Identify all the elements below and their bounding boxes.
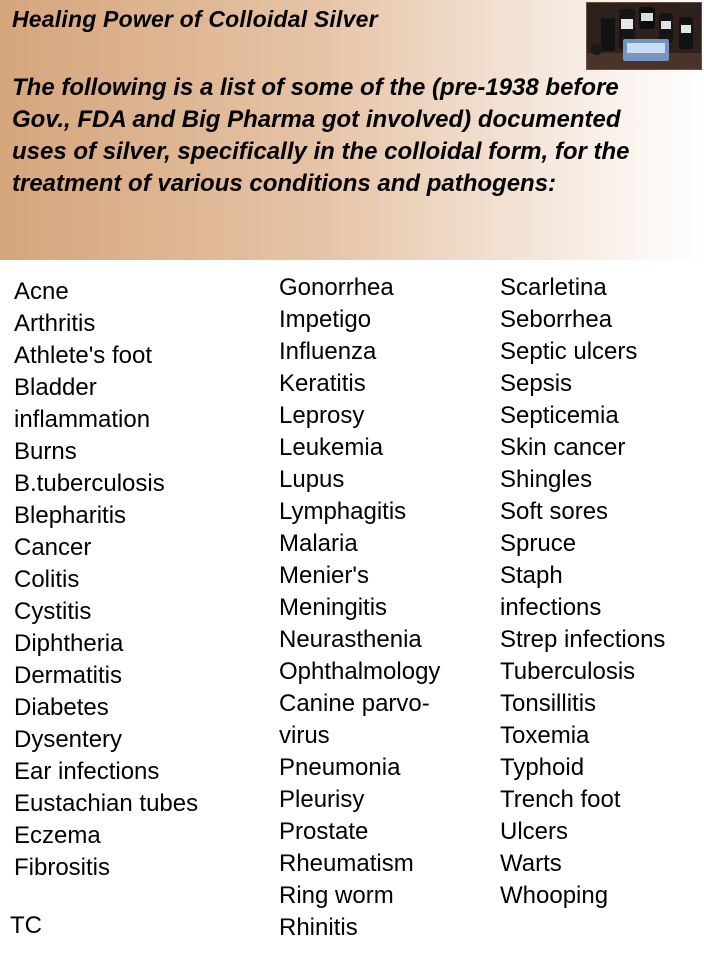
list-item: Athlete's foot — [14, 342, 152, 369]
silver-bottles-photo — [586, 2, 702, 70]
header-banner — [0, 0, 704, 260]
list-item: Diabetes — [14, 694, 109, 721]
list-item: Soft sores — [500, 498, 609, 525]
list-item: Septicemia — [500, 402, 619, 429]
list-item: Seborrhea — [500, 306, 613, 333]
list-item: Canine parvo- — [279, 690, 430, 717]
list-item: Lupus — [279, 466, 345, 493]
author-initials: TC — [10, 912, 42, 939]
list-item: inflammation — [14, 406, 151, 433]
list-item: Dysentery — [14, 726, 123, 753]
list-item: Toxemia — [500, 722, 590, 749]
list-item: Acne — [14, 278, 69, 305]
list-item: Ring worm — [279, 882, 394, 909]
list-item: Eczema — [14, 822, 101, 849]
list-item: Malaria — [279, 530, 358, 557]
list-item: virus — [279, 722, 330, 749]
list-item: Lymphagitis — [279, 498, 407, 525]
intro-text: The following is a list of some of the (pre-1938 before Gov., FDA and Big Pharma got involved) documented uses of silver, specifically in the colloidal form, for the treatment of various conditions and pathogens: — [12, 74, 630, 197]
list-item: Cancer — [14, 534, 92, 561]
list-item: Eustachian tubes — [14, 790, 199, 817]
list-item: Fibrositis — [14, 854, 111, 881]
list-item: Menier's — [279, 562, 369, 589]
list-item: B.tuberculosis — [14, 470, 165, 497]
list-item: Ear infections — [14, 758, 160, 785]
conditions-column-3 — [500, 272, 665, 912]
conditions-column-1 — [14, 276, 198, 884]
list-item: Skin cancer — [500, 434, 626, 461]
list-item: Rheumatism — [279, 850, 414, 877]
list-item: Burns — [14, 438, 77, 465]
list-item: Pleurisy — [279, 786, 365, 813]
list-item: Tuberculosis — [500, 658, 636, 685]
list-item: Ophthalmology — [279, 658, 441, 685]
list-item: Rhinitis — [279, 914, 358, 941]
list-item: Trench foot — [500, 786, 621, 813]
list-item: Scarletina — [500, 274, 607, 301]
list-item: Influenza — [279, 338, 377, 365]
list-item: Warts — [500, 850, 562, 877]
list-item: Meningitis — [279, 594, 388, 621]
list-item: Arthritis — [14, 310, 96, 337]
list-item: Leprosy — [279, 402, 365, 429]
list-item: Whooping — [500, 882, 609, 909]
list-item: Cystitis — [14, 598, 92, 625]
list-item: Leukemia — [279, 434, 384, 461]
list-item: Septic ulcers — [500, 338, 638, 365]
list-item: Spruce — [500, 530, 577, 557]
list-item: Diphtheria — [14, 630, 124, 657]
list-item: Blepharitis — [14, 502, 127, 529]
list-item: Impetigo — [279, 306, 372, 333]
list-item: Typhoid — [500, 754, 585, 781]
list-item: Neurasthenia — [279, 626, 422, 653]
list-item: Keratitis — [279, 370, 366, 397]
list-item: Bladder — [14, 374, 97, 401]
list-item: Strep infections — [500, 626, 666, 653]
conditions-column-2 — [279, 272, 440, 944]
list-item: Sepsis — [500, 370, 573, 397]
list-item: Prostate — [279, 818, 369, 845]
list-item: Gonorrhea — [279, 274, 394, 301]
list-item: Shingles — [500, 466, 593, 493]
list-item: infections — [500, 594, 602, 621]
list-item: Staph — [500, 562, 563, 589]
list-item: Tonsillitis — [500, 690, 597, 717]
list-item: Dermatitis — [14, 662, 123, 689]
list-item: Ulcers — [500, 818, 569, 845]
list-item: Colitis — [14, 566, 80, 593]
list-item: Pneumonia — [279, 754, 401, 781]
page-title: Healing Power of Colloidal Silver — [12, 6, 378, 32]
